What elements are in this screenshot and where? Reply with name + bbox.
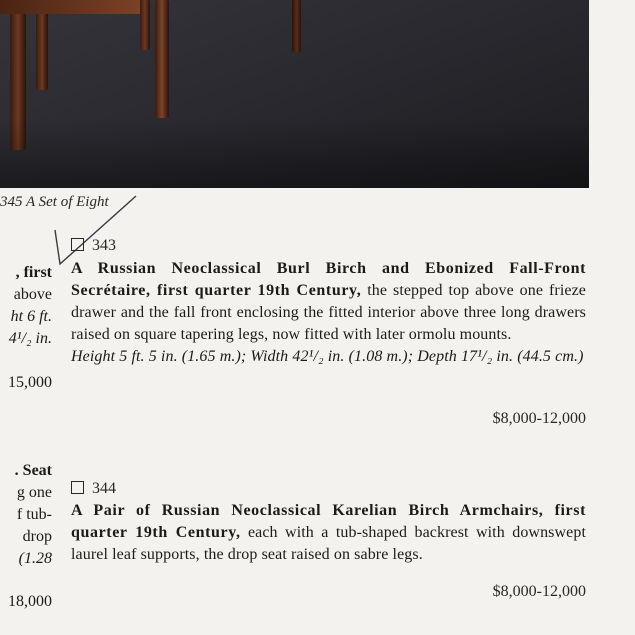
- left-text-line: (1.28: [18, 550, 52, 567]
- lot-description-343: [71, 258, 586, 368]
- lot-number-343: [71, 237, 116, 255]
- checkbox-icon[interactable]: [71, 481, 84, 494]
- lot-number: 344: [92, 480, 116, 497]
- left-text-line: f tub-: [16, 506, 52, 523]
- left-text-line: , first: [15, 264, 52, 281]
- floor-shadow: [0, 118, 589, 188]
- checkmark-annotation: [50, 188, 140, 268]
- left-text-line: above: [13, 286, 52, 303]
- photo-caption: 345 A Set of Eight: [0, 194, 109, 210]
- furniture-photo: [0, 0, 589, 188]
- left-text-line: . Seat: [14, 462, 52, 479]
- checkbox-icon[interactable]: [71, 238, 84, 251]
- left-text-line: drop: [22, 528, 52, 545]
- table-leg: [140, 0, 150, 50]
- lot-estimate-344: $8,000-12,000: [492, 583, 586, 600]
- table-leg: [155, 0, 169, 118]
- left-text-line: g one: [16, 484, 52, 501]
- lot-body: each with a tub-shaped backrest with downswept laurel leaf supports, the drop seat raised on sabre legs.: [71, 524, 587, 563]
- lot-body: the stepped top above one frieze drawer and the fall front enclosing the fitted interior above three long drawers raised on square tapering legs, now fitted with later ormolu mounts.: [71, 282, 586, 343]
- lot-number-344: [71, 480, 116, 498]
- table-leg: [292, 0, 301, 52]
- table-apron: [0, 0, 140, 14]
- lot-estimate-343: $8,000-12,000: [492, 410, 586, 427]
- lot-number: 343: [92, 237, 116, 254]
- lot-title: A Pair of Russian Neoclassical Karelian Birch Armchairs, first quarter 19th Century,: [71, 502, 586, 541]
- left-text-line: 4¹/₂ in.: [8, 330, 52, 347]
- left-price-2: 18,000: [8, 593, 52, 610]
- left-price-1: 15,000: [8, 374, 52, 391]
- left-column-block-1: [0, 262, 52, 350]
- left-column-block-2: [0, 460, 52, 570]
- left-text-line: ht 6 ft.: [10, 308, 52, 325]
- lot-dimensions: Height 5 ft. 5 in. (1.65 m.); Width 42¹/₂ in. (1.08 m.); Depth 17¹/₂ in. (44.5 cm.): [71, 348, 584, 365]
- lot-title: A Russian Neoclassical Burl Birch and Ebonized Fall-Front Secrétaire, first quarter 19th Century,: [71, 260, 586, 299]
- lot-description-344: [71, 500, 586, 566]
